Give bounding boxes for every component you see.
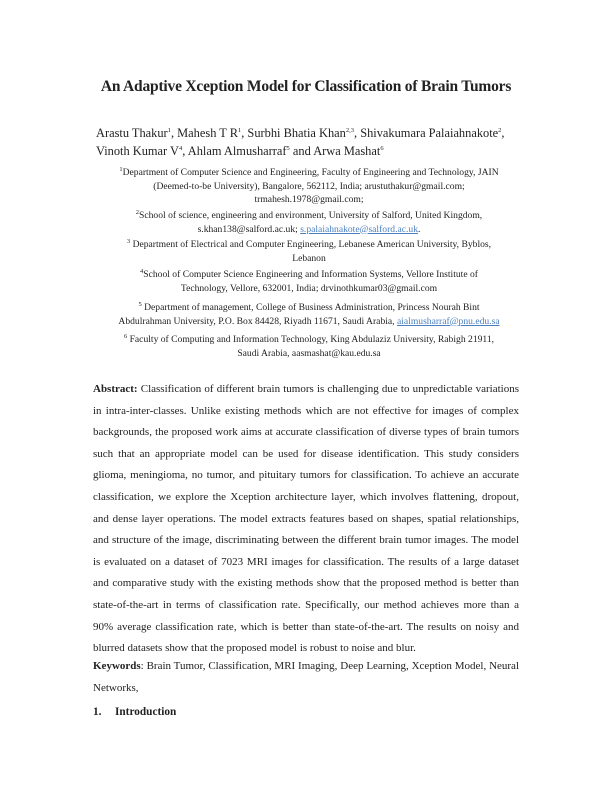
author-affiliation-marker: 2,3 — [345, 126, 354, 134]
affiliation-text: Faculty of Computing and Information Technology, King Abdulaziz University, Rabigh 21911, — [127, 334, 495, 345]
affiliation-text: Department of management, College of Business Administration, Princess Nourah Bint — [141, 302, 480, 313]
affiliation-4 — [90, 268, 528, 295]
affiliation-marker: 6 — [123, 332, 128, 340]
abstract-text: Classification of different brain tumors is challenging due to unpredictable variations in intra-inter-classes. Unlike existing methods which are not effective for images of complex backgrounds, the proposed work aims at accurate classification of diverse types of brain tumors such that an appropriate model can be used for disease identification. This study considers glioma, meningioma, no tumor, and pituitary tumors for classification. To achieve an accurate classification, we explore the Xception architecture layer, which involves flattening, dropout, and dense layer operations. The model extracts features based on shapes, spatial relationships, and structure of the image, discriminating between the different brain tumor images. The model is evaluated on a dataset of 7023 MRI images for classification. The results of a large dataset and comparative study with the existing methods show that the proposed method is better than state-of-the-art in terms of classification rate. Specifically, our method achieves more than a 90% average classification rate, which is better than state-of-the-art. The results on noisy and blurred datasets show that the proposed model is robust to noise and blur. — [93, 383, 519, 655]
author-separator: , — [241, 126, 248, 140]
affiliation-2 — [90, 209, 528, 236]
email-link[interactable]: s.palaiahnakote@salford.ac.uk — [300, 223, 418, 235]
affiliation-text: Saudi Arabia, aasmashat@kau.edu.sa — [237, 347, 381, 359]
affiliation-1 — [90, 166, 528, 207]
affiliation-marker: 4 — [140, 267, 144, 275]
author-line-1 — [96, 124, 536, 142]
author-affiliation-marker: 1 — [237, 126, 242, 134]
author-line-2 — [96, 142, 536, 160]
affiliation-text: Lebanon — [292, 252, 326, 264]
affiliation-text: Technology, Vellore, 632001, India; drvinothkumar03@gmail.com — [180, 282, 438, 294]
affiliation-marker: 3 — [126, 237, 131, 245]
affiliation-5 — [90, 301, 528, 328]
author-affiliation-marker: 5 — [286, 144, 290, 152]
author-affiliation-marker: 6 — [380, 144, 384, 152]
affiliation-text: . — [418, 223, 421, 235]
section-title: Introduction — [115, 706, 177, 718]
affiliation-text: Abdulrahman University, P.O. Box 84428, Riyadh 11671, Saudi Arabia, — [118, 315, 397, 327]
email-link[interactable]: aialmusharraf@pnu.edu.sa — [396, 315, 500, 327]
affiliation-text: s.khan138@salford.ac.uk; — [197, 223, 301, 235]
keywords-label: Keywords — [93, 660, 141, 672]
author-list — [96, 124, 536, 160]
author-affiliation-marker: 2 — [498, 126, 502, 134]
author-affiliation-marker: 1 — [167, 126, 171, 134]
affiliation-text: School of Computer Science Engineering and Information Systems, Vellore Institute of — [143, 269, 478, 280]
author-separator: and — [289, 144, 314, 158]
keywords — [93, 656, 519, 699]
author-separator: , — [353, 126, 361, 140]
author-separator: , — [170, 126, 178, 140]
author-separator: , — [501, 126, 505, 140]
author-name: Shivakumara Palaiahnakote — [360, 126, 499, 140]
affiliation-text: trmahesh.1978@gmail.com; — [254, 194, 364, 205]
affiliation-6 — [90, 333, 528, 360]
author-name: Arwa Mashat — [313, 144, 381, 158]
section-number: 1. — [93, 706, 102, 718]
author-separator: , — [182, 144, 188, 158]
author-name: Vinoth Kumar V — [96, 144, 180, 158]
affiliation-text: (Deemed-to-be University), Bangalore, 562112, India; arustuthakur@gmail.com; — [153, 180, 465, 192]
section-heading-introduction — [93, 706, 176, 718]
abstract — [93, 379, 519, 660]
affiliation-marker: 5 — [138, 300, 142, 308]
author-name: Arastu Thakur — [96, 126, 168, 140]
affiliation-text: Department of Computer Science and Engineering, Faculty of Engineering and Technology, JAIN — [122, 167, 499, 178]
author-name: Ahlam Almusharraf — [187, 144, 287, 158]
affiliation-3 — [90, 238, 528, 265]
affiliation-marker: 2 — [135, 208, 140, 216]
abstract-label: Abstract: — [93, 383, 138, 395]
author-affiliation-marker: 4 — [179, 144, 183, 152]
paper-title: An Adaptive Xception Model for Classification of Brain Tumors — [100, 78, 512, 95]
affiliation-marker: 1 — [119, 165, 123, 173]
affiliation-text: School of science, engineering and environment, University of Salford, United Kingdom, — [139, 210, 483, 221]
keywords-text: : Brain Tumor, Classification, MRI Imaging, Deep Learning, Xception Model, Neural Networks, — [93, 660, 519, 694]
author-name: Surbhi Bhatia Khan — [247, 126, 346, 140]
author-name: Mahesh T R — [177, 126, 238, 140]
affiliation-text: Department of Electrical and Computer Engineering, Lebanese American University, Byblos, — [130, 239, 492, 250]
